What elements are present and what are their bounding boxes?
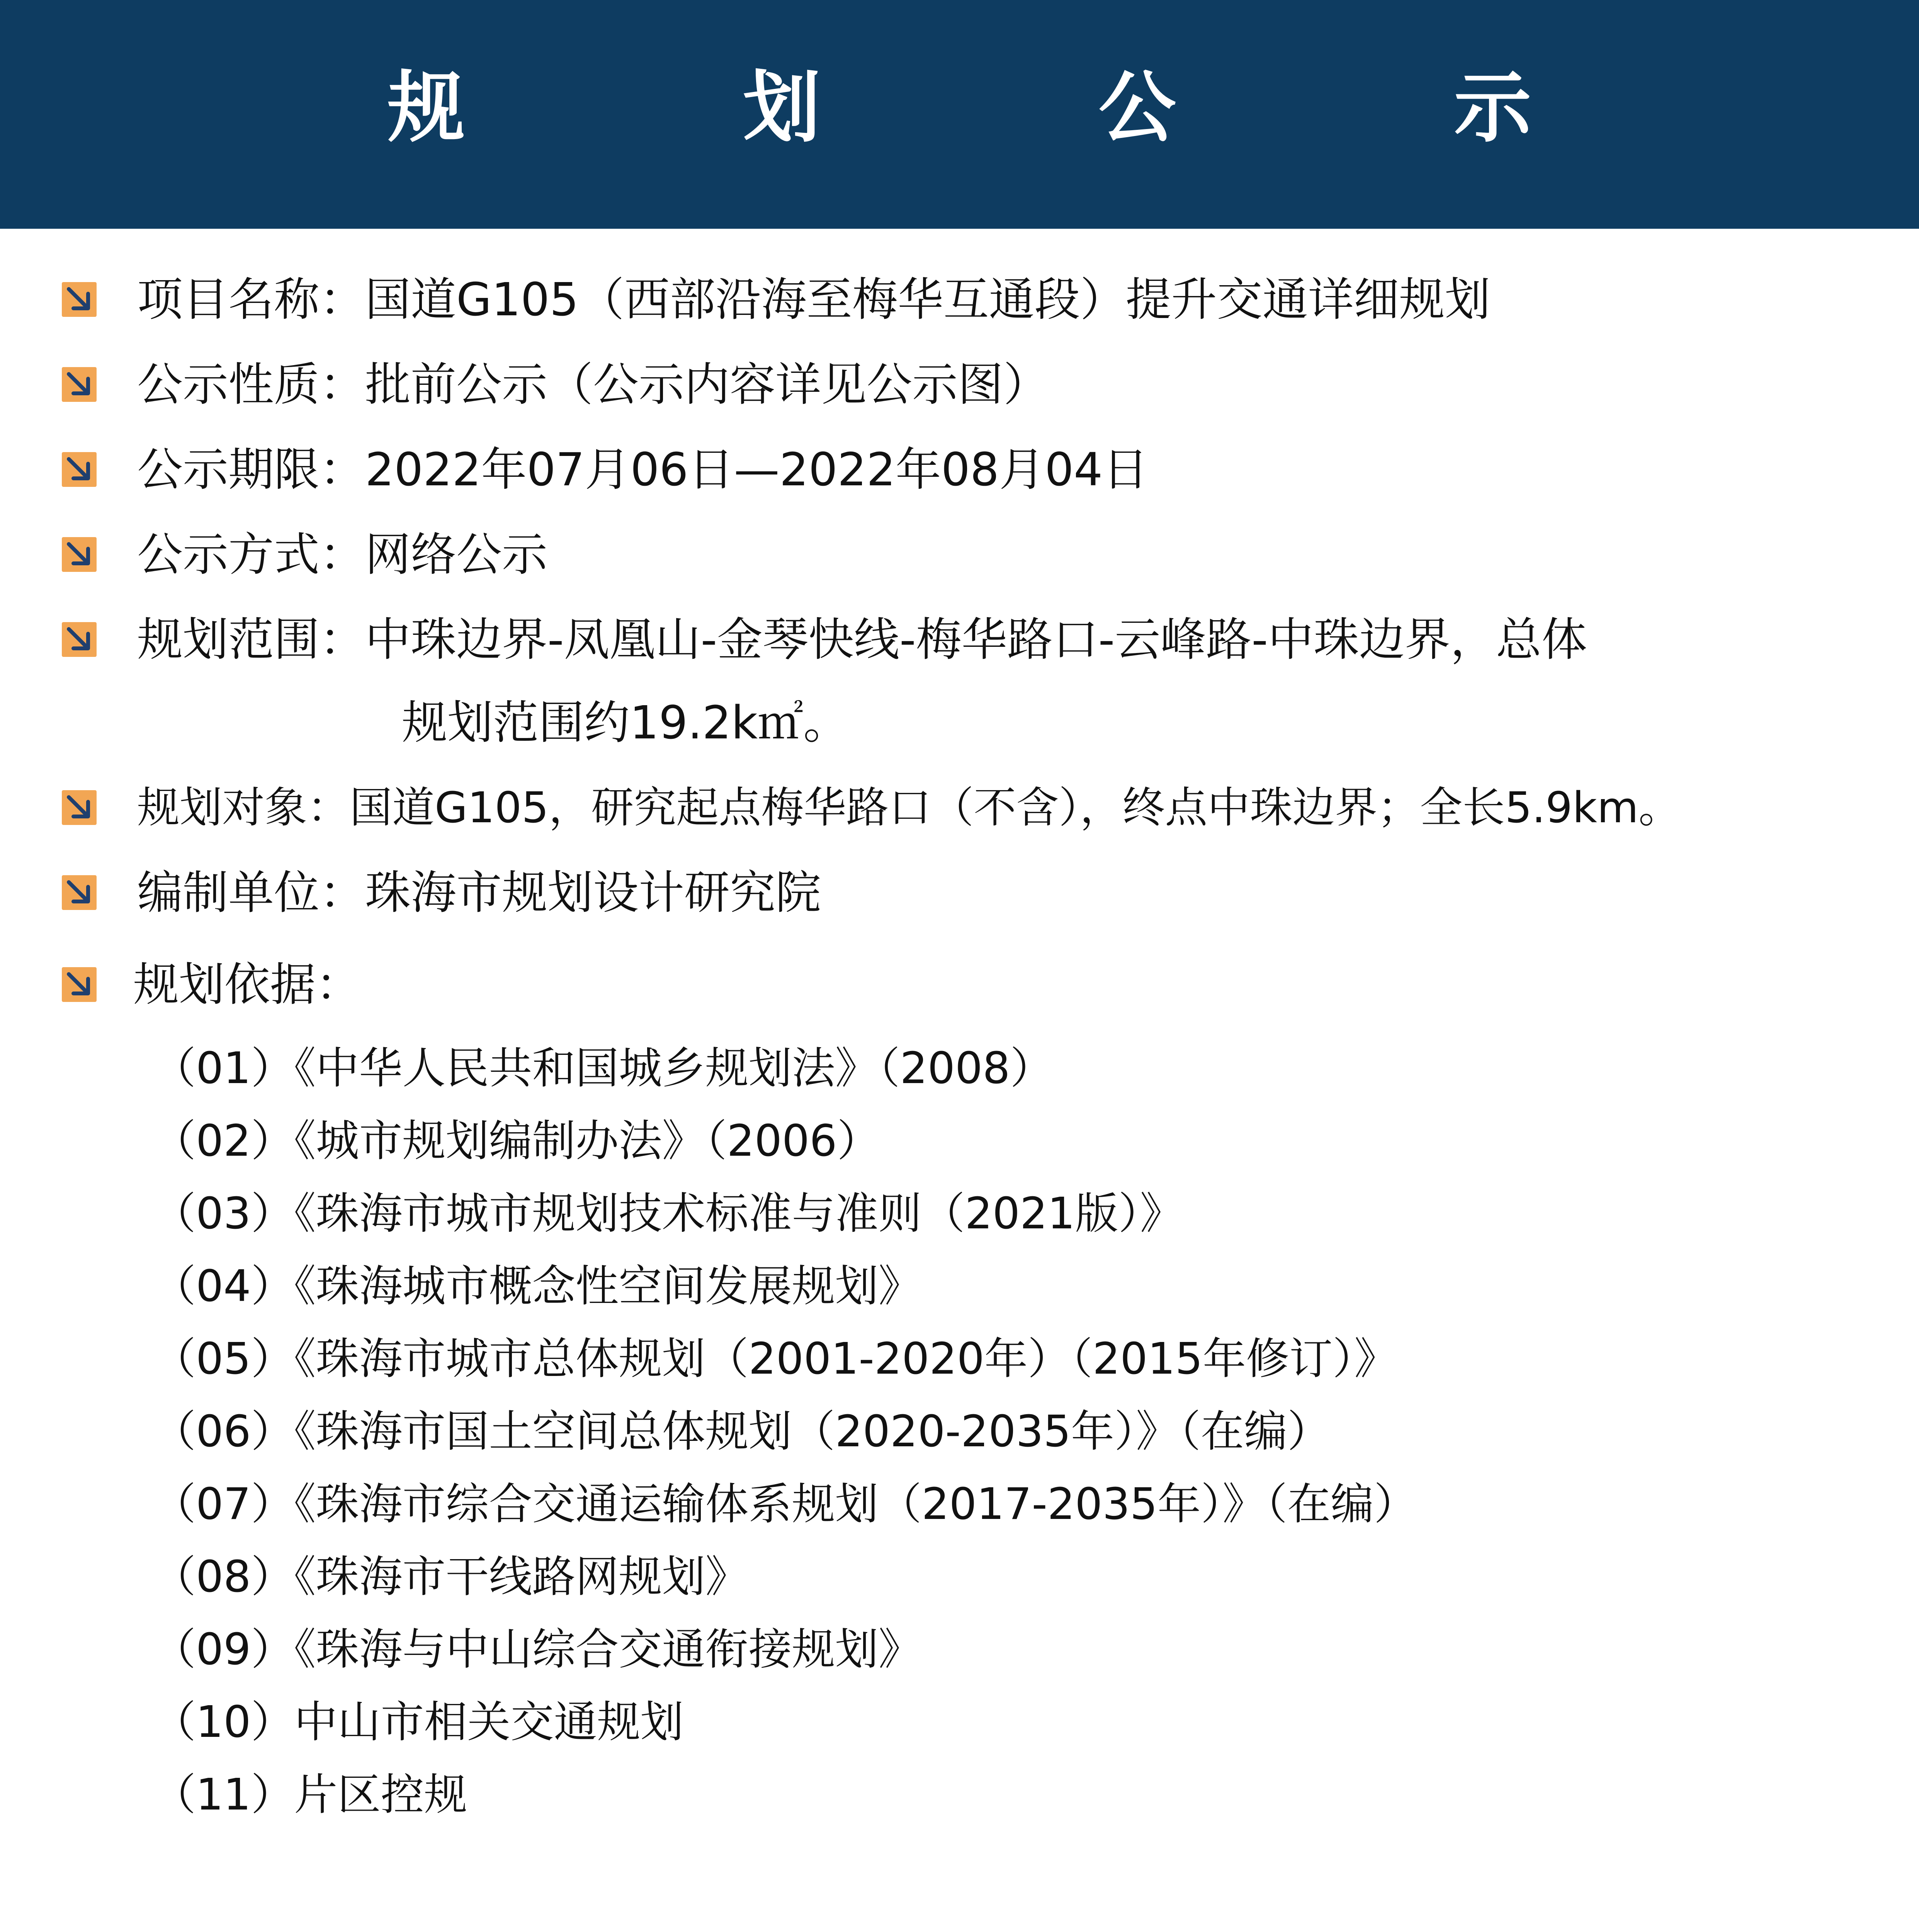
basis-item: （01）《中华人民共和国城乡规划法》（2008） (153, 1043, 1054, 1094)
info-label: 编制单位：珠海市规划设计研究院 (137, 866, 821, 919)
basis-item: （02）《城市规划编制办法》（2006） (153, 1116, 880, 1166)
info-row-compiler (0, 862, 1919, 923)
basis-heading: 规划依据： (133, 958, 362, 1011)
info-row-method (0, 524, 1919, 585)
basis-item: （07）《珠海市综合交通运输体系规划（2017-2035年）》（在编） (153, 1479, 1417, 1529)
basis-item: （04）《珠海城市概念性空间发展规划》 (153, 1261, 922, 1311)
scope-continuation: 规划范围约19.2k㎡。 (402, 696, 849, 749)
basis-heading-row (0, 954, 1919, 1015)
info-label: 规划对象：国道G105，研究起点梅华路口（不含），终点中珠边界；全长5.9km。 (137, 783, 1681, 832)
arrow-down-right-icon (62, 367, 97, 402)
info-row-nature (0, 354, 1919, 415)
info-label: 公示性质：批前公示（公示内容详见公示图） (137, 358, 1049, 411)
info-row-period (0, 439, 1919, 500)
arrow-down-right-icon (62, 452, 97, 487)
arrow-down-right-icon (62, 622, 97, 657)
info-row-project-name (0, 269, 1919, 330)
basis-item: （03）《珠海市城市规划技术标准与准则（2021版）》 (153, 1189, 1183, 1239)
info-label: 项目名称：国道G105（西部沿海至梅华互通段）提升交通详细规划 (137, 273, 1491, 326)
arrow-down-right-icon (62, 967, 97, 1002)
basis-item: （09）《珠海与中山综合交通衔接规划》 (153, 1624, 922, 1675)
info-label: 公示期限：2022年07月06日—2022年08月04日 (137, 443, 1149, 496)
basis-item: （05）《珠海市城市总体规划（2001-2020年）（2015年修订）》 (153, 1334, 1398, 1384)
arrow-down-right-icon (62, 790, 97, 825)
arrow-down-right-icon (62, 537, 97, 572)
info-label: 公示方式：网络公示 (137, 528, 548, 581)
arrow-down-right-icon (62, 282, 97, 317)
info-label: 规划范围：中珠边界-凤凰山-金琴快线-梅华路口-云峰路-中珠边界，总体 (137, 613, 1587, 666)
info-row-object (0, 777, 1919, 838)
arrow-down-right-icon (62, 875, 97, 910)
basis-item: （10）中山市相关交通规划 (153, 1697, 684, 1747)
page-title: 规 划 公 示 (388, 63, 1632, 153)
basis-item: （06）《珠海市国土空间总体规划（2020-2035年）》（在编） (153, 1406, 1331, 1457)
header-bar (0, 0, 1919, 229)
info-row-scope (0, 609, 1919, 670)
basis-item: （08）《珠海市干线路网规划》 (153, 1552, 749, 1602)
basis-item: （11）片区控规 (153, 1770, 467, 1820)
